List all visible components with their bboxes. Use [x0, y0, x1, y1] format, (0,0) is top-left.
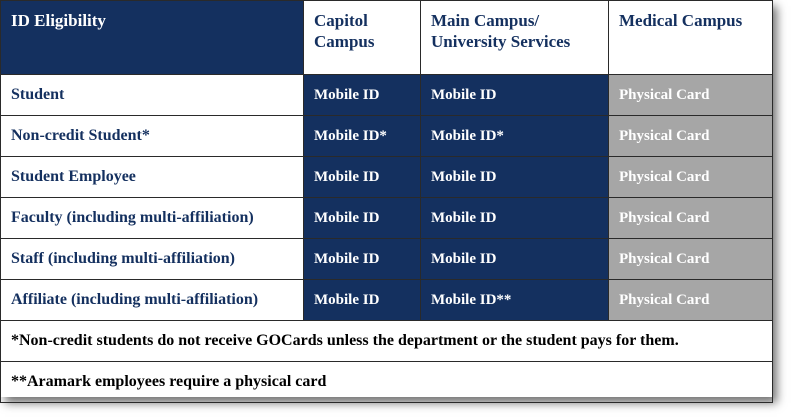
- table-row: [1, 239, 773, 280]
- cell-capitol: Mobile ID*: [304, 116, 421, 157]
- footnote-aramark: **Aramark employees require a physical card: [1, 362, 773, 403]
- table-title: ID Eligibility: [1, 1, 304, 75]
- cell-capitol: Mobile ID: [304, 157, 421, 198]
- row-label: Affiliate (including multi-affiliation): [1, 280, 304, 321]
- cell-medical: Physical Card: [609, 198, 773, 239]
- table-header-row: [1, 1, 773, 75]
- row-label: Staff (including multi-affiliation): [1, 239, 304, 280]
- column-header-main: Main Campus/ University Services: [421, 1, 609, 75]
- cell-capitol: Mobile ID: [304, 239, 421, 280]
- row-label: Student: [1, 75, 304, 116]
- column-header-capitol: Capitol Campus: [304, 1, 421, 75]
- footnote-row: [1, 321, 773, 362]
- row-label: Non-credit Student*: [1, 116, 304, 157]
- table-row: [1, 280, 773, 321]
- footnote-row: [1, 362, 773, 403]
- table-row: [1, 157, 773, 198]
- cell-main: Mobile ID**: [421, 280, 609, 321]
- table-row: [1, 198, 773, 239]
- cell-medical: Physical Card: [609, 157, 773, 198]
- cell-main: Mobile ID: [421, 198, 609, 239]
- cell-main: Mobile ID: [421, 239, 609, 280]
- cell-medical: Physical Card: [609, 280, 773, 321]
- cell-medical: Physical Card: [609, 116, 773, 157]
- row-label: Student Employee: [1, 157, 304, 198]
- cell-capitol: Mobile ID: [304, 198, 421, 239]
- footnote-noncredit: *Non-credit students do not receive GOCards unless the department or the student pays for them.: [1, 321, 773, 362]
- cell-main: Mobile ID*: [421, 116, 609, 157]
- cell-medical: Physical Card: [609, 75, 773, 116]
- cell-capitol: Mobile ID: [304, 75, 421, 116]
- column-header-medical: Medical Campus: [609, 1, 773, 75]
- cell-capitol: Mobile ID: [304, 280, 421, 321]
- table-row: [1, 116, 773, 157]
- cell-main: Mobile ID: [421, 75, 609, 116]
- cell-main: Mobile ID: [421, 157, 609, 198]
- cell-medical: Physical Card: [609, 239, 773, 280]
- table-row: [1, 75, 773, 116]
- row-label: Faculty (including multi-affiliation): [1, 198, 304, 239]
